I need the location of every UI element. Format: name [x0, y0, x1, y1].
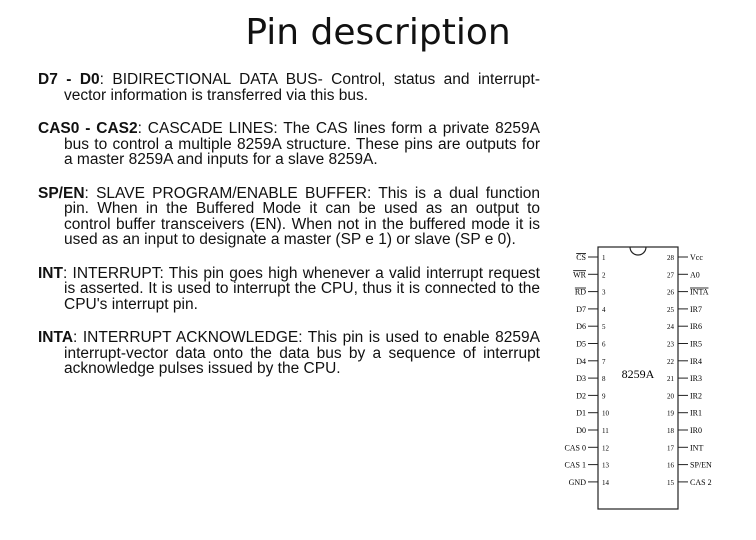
pin-number: 7: [602, 357, 606, 366]
chip-pin: [576, 374, 606, 383]
chip-pin: [564, 461, 609, 470]
pin-label: D0: [576, 426, 586, 435]
pin-number: 1: [602, 254, 606, 262]
pin-label: IR5: [690, 339, 702, 349]
chip-pin: [576, 253, 606, 262]
chip-pin: [573, 270, 606, 279]
chip-pin: [667, 478, 712, 487]
pin-number: 5: [602, 323, 606, 332]
section-text: : SLAVE PROGRAM/ENABLE BUFFER: This is a dual function pin. When in the Buffered Mode it can be used as an output to control buffer transceivers (EN). When not in the buffered mode it is used as an input to designate a master (SP e 1) or slave (SP e 0).: [64, 184, 540, 248]
chip-pin: [575, 288, 606, 297]
pin-label: CAS 1: [564, 460, 586, 470]
chip-pin: [667, 461, 712, 470]
pin-label: D6: [576, 322, 586, 332]
pin-number: 19: [667, 409, 674, 418]
pin-number: 17: [667, 444, 674, 453]
chip-pin: [576, 357, 606, 366]
chip-pin: [667, 288, 709, 297]
pin-number: 25: [667, 305, 674, 314]
pin-label: A0: [690, 270, 700, 280]
pin-label: GND: [568, 477, 586, 487]
chip-pin: [576, 409, 609, 418]
chip-pin: [667, 253, 703, 262]
chip-pin: [667, 426, 702, 435]
chip-pin: [667, 409, 702, 418]
pin-label: WR: [573, 270, 586, 280]
pin-number: 16: [667, 461, 674, 470]
pin-number: 24: [667, 323, 674, 332]
pin-label: SP/EN: [690, 460, 712, 470]
chip-pin: [576, 340, 606, 349]
pin-label: INTA: [690, 287, 709, 297]
pin-label: D7: [576, 304, 586, 314]
pin-number: 22: [667, 357, 674, 366]
section-heading: INT: [38, 264, 63, 282]
pin-label: IR6: [690, 322, 702, 332]
chip-pin: [667, 357, 702, 366]
section-text: : CASCADE LINES: The CAS lines form a private 8259A bus to control a multiple 8259A structure. These pins are outputs for a master 8259A and inputs for a slave 8259A.: [64, 120, 540, 168]
pin-number: 8: [602, 375, 606, 384]
section-text: : INTERRUPT ACKNOWLEDGE: This pin is used to enable 8259A interrupt-vector data onto the data bus by a sequence of interrupt acknowledge pulses issued by the CPU.: [64, 329, 540, 377]
chip-pin: [576, 322, 606, 331]
chip-pin: [667, 322, 702, 331]
pin-label: IR2: [690, 391, 702, 401]
pin-label: RD: [574, 287, 586, 297]
pin-label: IR3: [690, 374, 702, 384]
pin-label: D3: [576, 374, 586, 384]
pin-number: 3: [602, 288, 606, 297]
pin-number: 13: [602, 461, 609, 470]
pin-label: CAS 0: [564, 443, 586, 453]
section-heading: CAS0 - CAS2: [38, 120, 138, 137]
pin-label: IR0: [690, 426, 702, 435]
pin-label: CS: [576, 253, 586, 262]
pin-label: Vcc: [690, 253, 703, 262]
pin-label: D1: [576, 408, 586, 418]
pin-label: IR1: [690, 408, 702, 418]
chip-pinout-diagram: [564, 247, 712, 509]
pin-label: INT: [690, 443, 704, 453]
pin-number: 27: [667, 271, 674, 280]
chip-pin: [667, 305, 702, 314]
chip-pin: [576, 391, 606, 400]
pin-label: D5: [576, 339, 586, 349]
pin-description-list: [38, 72, 540, 395]
section-slave-program: [38, 186, 540, 248]
pin-number: 9: [602, 392, 606, 401]
chip-pin: [576, 305, 606, 314]
section-interrupt: [38, 266, 540, 313]
pin-number: 10: [602, 409, 609, 418]
section-data-bus: [38, 72, 540, 103]
pin-number: 21: [667, 375, 674, 384]
pin-number: 11: [602, 427, 609, 435]
pin-number: 14: [602, 478, 609, 487]
pin-number: 18: [667, 427, 674, 435]
pin-label: D2: [576, 391, 586, 401]
pin-number: 12: [602, 444, 609, 453]
section-text: : BIDIRECTIONAL DATA BUS- Control, status and interrupt-vector information is transferred via this bus.: [64, 71, 540, 104]
section-heading: SP/EN: [38, 184, 85, 202]
pin-number: 20: [667, 392, 674, 401]
pin-number: 28: [667, 254, 674, 262]
section-heading: INTA: [38, 329, 74, 346]
pin-label: D4: [576, 356, 586, 366]
pin-number: 23: [667, 340, 674, 349]
pin-number: 4: [602, 305, 606, 314]
section-cascade-lines: [38, 121, 540, 168]
chip-pin: [667, 391, 702, 400]
chip-pin: [564, 443, 609, 452]
pin-label: CAS 2: [690, 477, 712, 487]
section-text: : INTERRUPT: This pin goes high whenever a valid interrupt request is asserted. It is used to interrupt the CPU, thus it is connected to the CPU's interrupt pin.: [62, 264, 540, 313]
pin-label: IR4: [690, 356, 702, 366]
pin-number: 6: [602, 340, 606, 349]
pin-number: 15: [667, 478, 674, 487]
chip-pin: [667, 270, 700, 279]
chip-pin: [667, 374, 702, 383]
chip-pin: [667, 340, 702, 349]
chip-pin: [667, 443, 703, 452]
section-interrupt-ack: [38, 330, 540, 377]
chip-name: 8259A: [621, 367, 655, 381]
pin-number: 2: [602, 271, 606, 280]
chip-pin: [576, 426, 609, 435]
pin-number: 26: [667, 288, 674, 297]
chip-pin: [569, 478, 610, 487]
page-title: Pin description: [245, 12, 511, 53]
section-heading: D7 - D0: [38, 71, 100, 88]
pin-label: IR7: [690, 304, 702, 314]
